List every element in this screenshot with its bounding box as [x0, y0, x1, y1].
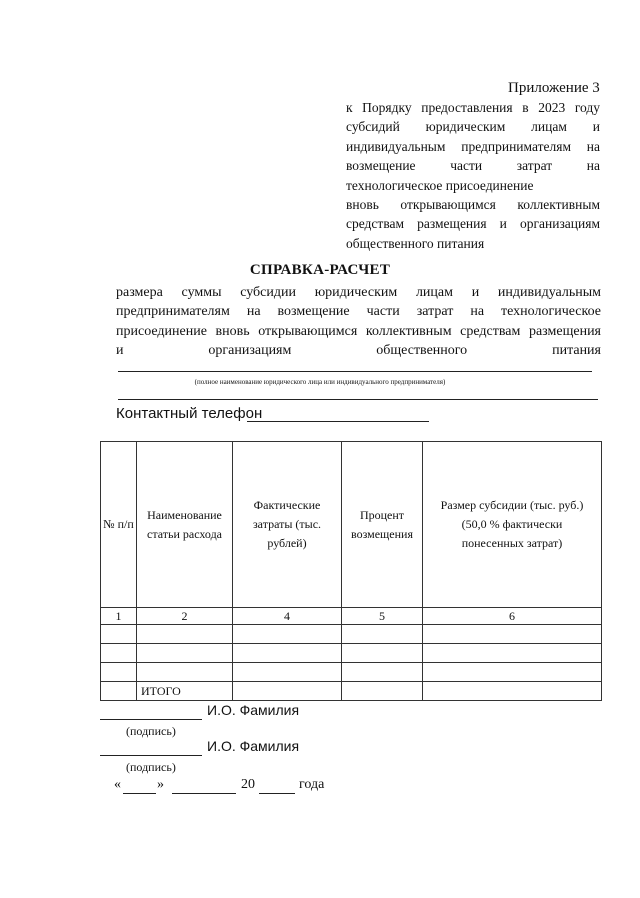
appendix-line: технологическое присоединение	[346, 177, 534, 193]
table-cell[interactable]	[137, 644, 233, 663]
signature-caption: (подпись)	[126, 724, 176, 738]
appendix-line: общественного питания	[346, 235, 485, 251]
table-cell[interactable]	[342, 682, 423, 701]
header-number: № п/п	[101, 442, 137, 608]
header-reimbursement-percent: Процент возмещения	[342, 442, 423, 608]
table-cell[interactable]	[423, 663, 602, 682]
table-cell[interactable]	[233, 663, 342, 682]
signer-name: И.О. Фамилия	[207, 738, 300, 754]
table-cell[interactable]	[423, 625, 602, 644]
table-cell[interactable]	[423, 644, 602, 663]
company-name-line[interactable]	[118, 371, 592, 372]
date-year-line[interactable]	[259, 793, 295, 794]
document-subtitle	[116, 283, 601, 360]
signature-line[interactable]	[100, 755, 202, 756]
table-cell[interactable]	[342, 625, 423, 644]
phone-label: Контактный телефон	[116, 405, 263, 422]
date-open-quote: «	[114, 777, 121, 792]
column-number: 4	[233, 608, 342, 625]
header-subsidy-amount: Размер субсидии (тыс. руб.) (50,0 % фактически понесенных затрат)	[423, 442, 602, 608]
table-cell[interactable]	[101, 644, 137, 663]
table-row	[101, 644, 602, 663]
signer-name: И.О. Фамилия	[207, 702, 300, 718]
subtitle-line: предпринимателям на возмещение части затрат на технологическое	[116, 304, 601, 320]
signature-caption: (подпись)	[126, 760, 176, 774]
document-title: СПРАВКА-РАСЧЕТ	[249, 262, 391, 278]
table-cell[interactable]	[342, 663, 423, 682]
subtitle-line: размера суммы субсидии юридическим лицам и индивидуальным	[116, 285, 601, 300]
total-row	[101, 682, 602, 701]
column-number: 2	[137, 608, 233, 625]
subsidy-table	[100, 441, 602, 701]
table-cell[interactable]	[342, 644, 423, 663]
header-actual-costs: Фактические затраты (тыс. рублей)	[233, 442, 342, 608]
header-expense-item: Наименование статьи расхода	[137, 442, 233, 608]
appendix-reference	[346, 98, 600, 253]
date-year-suffix: года	[299, 777, 325, 792]
column-number: 5	[342, 608, 423, 625]
subtitle-line: и организациям общественного питания	[116, 342, 601, 358]
table-cell[interactable]	[423, 682, 602, 701]
column-number: 1	[101, 608, 137, 625]
column-numbers-row	[101, 608, 602, 625]
table-cell[interactable]	[233, 644, 342, 663]
phone-input-line[interactable]	[247, 421, 429, 422]
appendix-line: субсидий юридическим лицам и	[346, 119, 600, 135]
appendix-title: Приложение 3	[508, 80, 600, 96]
column-number: 6	[423, 608, 602, 625]
company-name-caption: (полное наименование юридического лица или индивидуального предпринимателя)	[194, 378, 446, 386]
date-close-quote: »	[157, 777, 164, 792]
table-row	[101, 625, 602, 644]
table-cell[interactable]	[137, 663, 233, 682]
subtitle-line: присоединение вновь открывающимся коллективным средствам размещения	[116, 323, 601, 339]
table-cell[interactable]	[233, 682, 342, 701]
date-day-line[interactable]	[123, 793, 156, 794]
table-cell[interactable]	[101, 682, 137, 701]
appendix-line: средствам размещения и организациям	[346, 216, 600, 232]
table-header-row	[101, 442, 602, 608]
date-month-line[interactable]	[172, 793, 236, 794]
table-cell[interactable]	[137, 625, 233, 644]
appendix-line: вновь открывающимся коллективным	[346, 197, 600, 213]
company-name-line-2[interactable]	[118, 399, 598, 400]
appendix-line: индивидуальным предпринимателям на	[346, 138, 600, 154]
table-row	[101, 663, 602, 682]
date-year-prefix: 20	[241, 777, 255, 792]
table-cell[interactable]	[233, 625, 342, 644]
table-cell[interactable]	[101, 663, 137, 682]
table-cell[interactable]	[101, 625, 137, 644]
appendix-line: к Порядку предоставления в 2023 году	[346, 100, 600, 115]
total-label: ИТОГО	[137, 682, 233, 701]
appendix-line: возмещение части затрат на	[346, 158, 600, 174]
signature-line[interactable]	[100, 719, 202, 720]
